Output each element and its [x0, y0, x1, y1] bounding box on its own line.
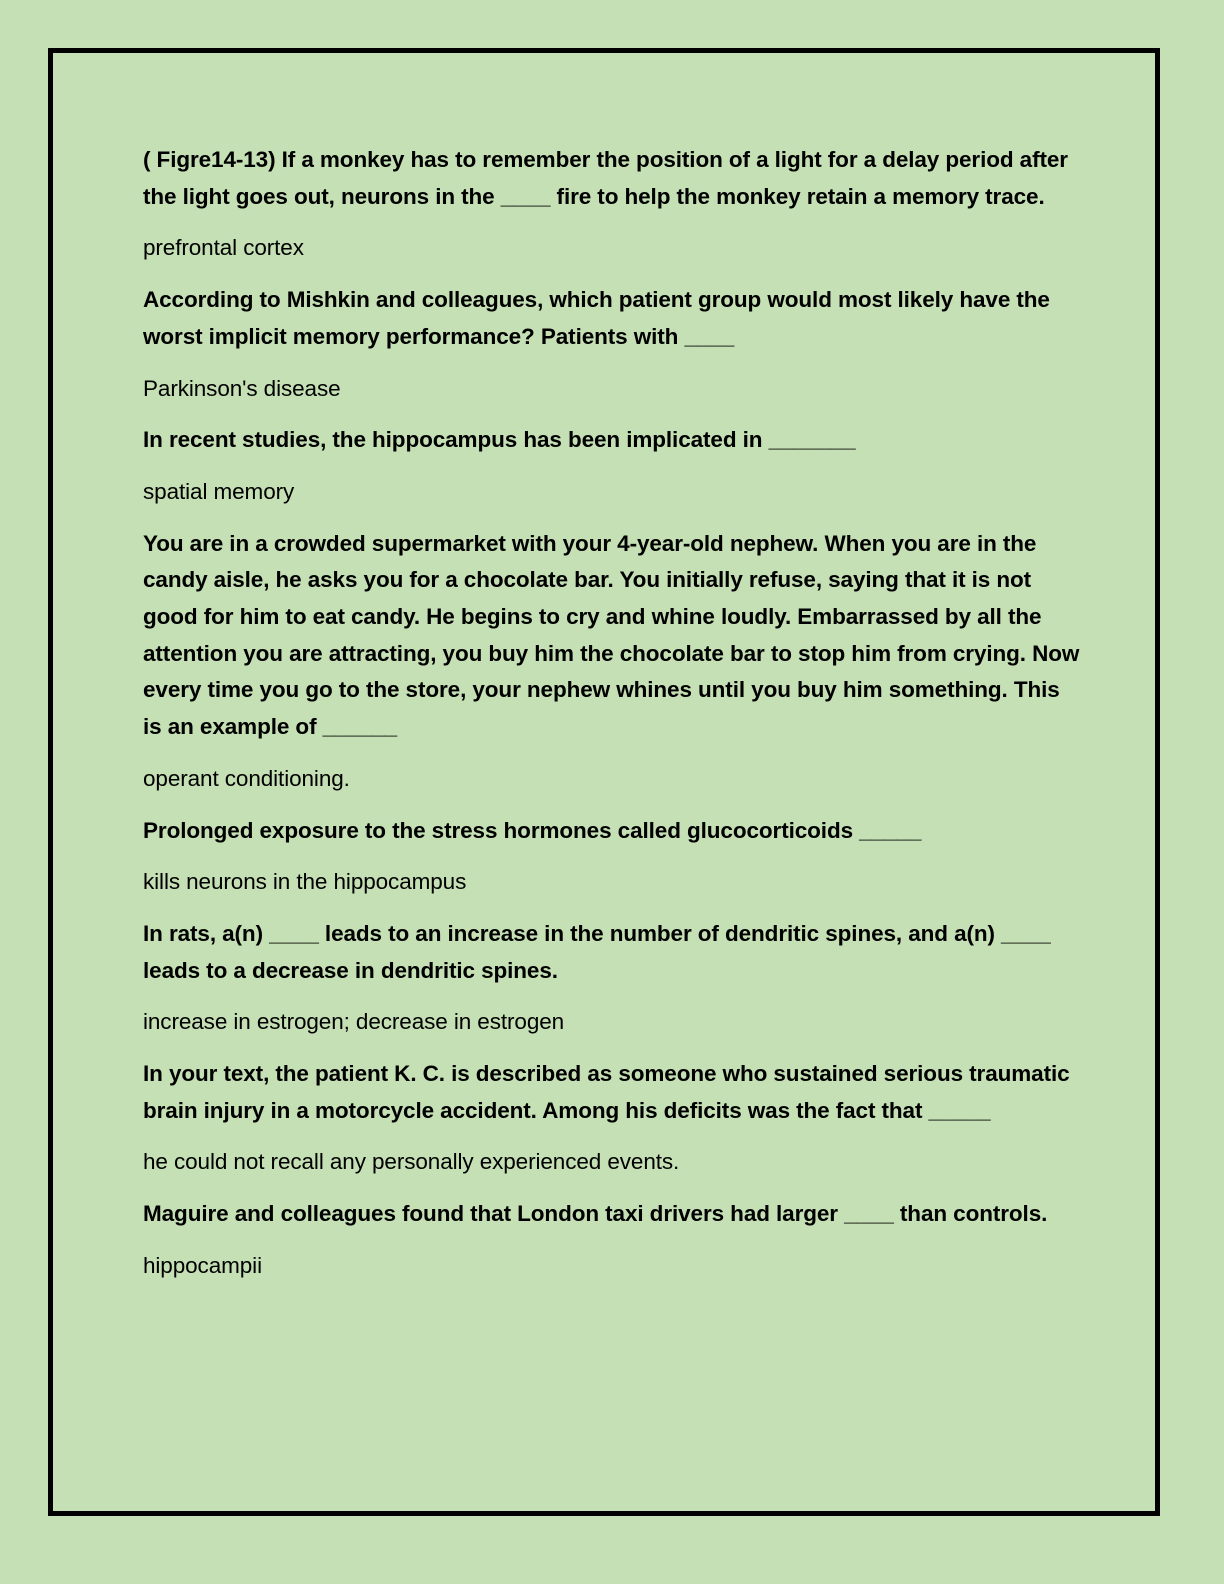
answer-8: hippocampii	[143, 1252, 262, 1278]
answer-6: increase in estrogen; decrease in estrogen	[143, 1009, 565, 1035]
answer-5: kills neurons in the hippocampus	[143, 869, 467, 895]
question-4: You are in a crowded supermarket with your 4-year-old nephew. When you are in the candy aisle, he asks you for a chocolate bar. You initially refuse, saying that it is not good for him to eat candy. He begins to cry and whine loudly. Embarrassed by all the attention you are attracting, you buy him the chocolate bar to stop him from crying. Now every time you go to the store, your nephew whines until you buy him something. This is an example of ______	[143, 530, 1080, 740]
question-8: Maguire and colleagues found that London taxi drivers had larger ____ than controls.	[143, 1201, 1048, 1227]
question-2: According to Mishkin and colleagues, which patient group would most likely have the worst implicit memory performance? Patients with ____	[143, 287, 1050, 349]
question-3: In recent studies, the hippocampus has been implicated in _______	[143, 427, 856, 453]
question-5: Prolonged exposure to the stress hormones called glucocorticoids _____	[143, 817, 922, 843]
answer-1: prefrontal cortex	[143, 235, 304, 261]
question-6: In rats, a(n) ____ leads to an increase in the number of dendritic spines, and a(n) ____ leads to a decrease in dendritic spines.	[143, 920, 1051, 983]
answer-7: he could not recall any personally experienced events.	[143, 1149, 680, 1175]
answer-3: spatial memory	[143, 478, 295, 504]
answer-2: Parkinson's disease	[143, 375, 341, 401]
flashcard-list	[143, 142, 1083, 1300]
question-7: In your text, the patient K. C. is described as someone who sustained serious traumatic brain injury in a motorcycle accident. Among his deficits was the fact that _____	[143, 1061, 1070, 1123]
answer-4: operant conditioning.	[143, 765, 350, 791]
question-1: ( Figre14-13) If a monkey has to remember the position of a light for a delay period after the light goes out, neurons in the ____ fire to help the monkey retain a memory trace.	[143, 147, 1068, 209]
